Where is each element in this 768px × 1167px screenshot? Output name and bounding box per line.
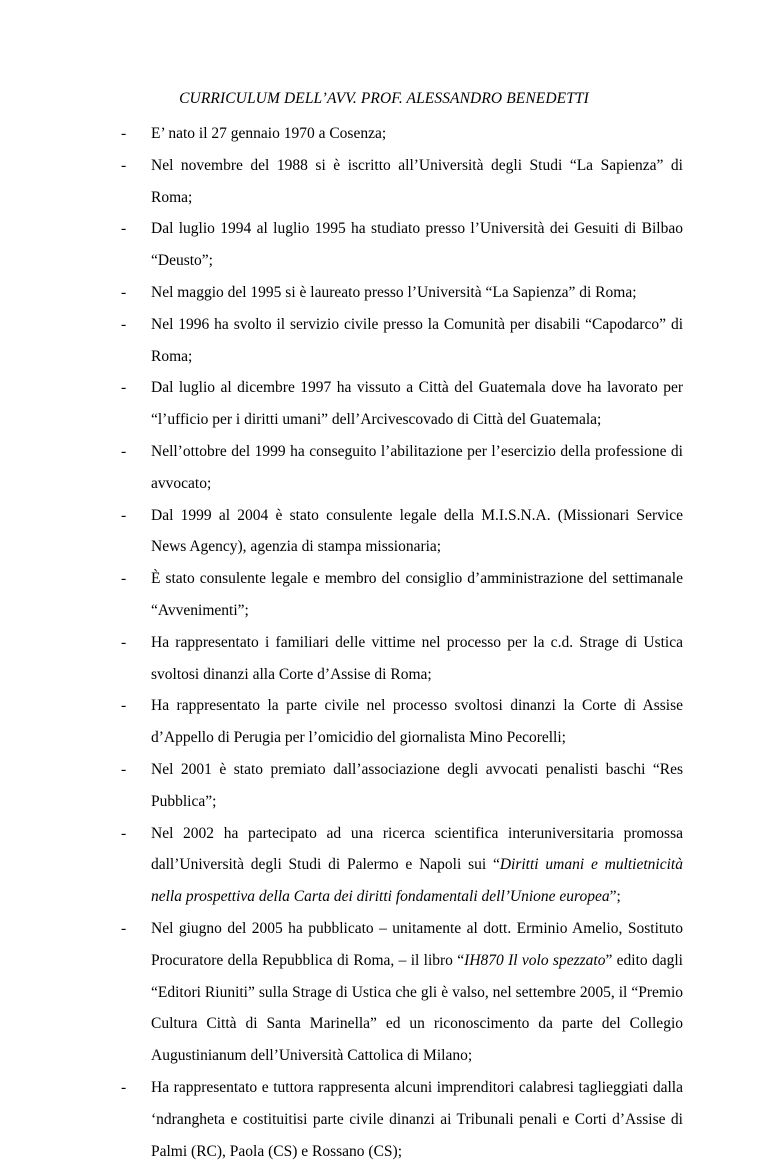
bullet-dash: - bbox=[121, 220, 127, 238]
bullet-dash: - bbox=[121, 633, 127, 651]
bullet-dash: - bbox=[121, 697, 127, 715]
list-item-text: Dal luglio al dicembre 1997 ha vissuto a Città del Guatemala dove ha lavorato per “l’ufficio per i diritti umani” dell’Arcivescovado di Città del Guatemala; bbox=[151, 379, 683, 429]
list-item bbox=[84, 913, 683, 1072]
bullet-dash: - bbox=[121, 156, 127, 174]
bullet-dash: - bbox=[121, 760, 127, 778]
page-title: CURRICULUM DELL’AVV. PROF. ALESSANDRO BENEDETTI bbox=[179, 90, 589, 107]
list-item-text: Ha rappresentato i familiari delle vittime nel processo per la c.d. Strage di Ustica svoltosi dinanzi alla Corte d’Assise di Roma; bbox=[151, 633, 683, 683]
cv-list bbox=[0, 118, 768, 1167]
text-segment: ” edito dagli “Editori Riuniti” sulla Strage di Ustica che gli è valso, nel settembre 2005, il “Premio Cultura Città di Santa Marinella” ed un riconoscimento da parte del Collegio Augustinianum dell’Università Cattolica di Milano; bbox=[151, 951, 683, 1065]
list-item-text: Nel novembre del 1988 si è iscritto all’Università degli Studi “La Sapienza” di Roma; bbox=[151, 156, 683, 206]
list-item-text: Nel maggio del 1995 si è laureato presso l’Università “La Sapienza” di Roma; bbox=[151, 283, 637, 301]
list-item-text: Nel 1996 ha svolto il servizio civile presso la Comunità per disabili “Capodarco” di Roma; bbox=[151, 315, 683, 365]
bullet-dash: - bbox=[121, 824, 127, 842]
italic-title: Diritti umani e multietnicità nella prospettiva della Carta dei diritti fondamentali dell’Unione europea bbox=[151, 856, 683, 906]
bullet-dash: - bbox=[121, 442, 127, 460]
list-item-text: E’ nato il 27 gennaio 1970 a Cosenza; bbox=[151, 125, 387, 142]
bullet-dash: - bbox=[121, 315, 127, 333]
list-item-text: Nel 2001 è stato premiato dall’associazione degli avvocati penalisti baschi “Res Pubblica”; bbox=[151, 760, 683, 810]
list-item bbox=[84, 372, 683, 436]
list-item-text: Ha rappresentato la parte civile nel processo svoltosi dinanzi la Corte di Assise d’Appello di Perugia per l’omicidio del giornalista Mino Pecorelli; bbox=[151, 697, 683, 747]
list-item bbox=[84, 1072, 683, 1167]
list-item bbox=[84, 309, 683, 373]
text-segment: ”; bbox=[609, 888, 621, 906]
bullet-dash: - bbox=[121, 125, 127, 142]
list-item-text: Nell’ottobre del 1999 ha conseguito l’abilitazione per l’esercizio della professione di avvocato; bbox=[151, 442, 683, 492]
bullet-dash: - bbox=[121, 1078, 127, 1096]
list-item-text: Dal 1999 al 2004 è stato consulente legale della M.I.S.N.A. (Missionari Service News Agency), agenzia di stampa missionaria; bbox=[151, 506, 683, 556]
list-item-text: Ha rappresentato e tuttora rappresenta alcuni imprenditori calabresi taglieggiati dalla ‘ndrangheta e costituitisi parte civile dinanzi ai Tribunali penali e Corti d’Assise di Palmi (RC), Paola (CS) e Rossano (CS); bbox=[151, 1078, 683, 1160]
list-item bbox=[84, 500, 683, 564]
list-item bbox=[84, 213, 683, 277]
italic-title: IH870 Il volo spezzato bbox=[464, 951, 606, 969]
list-item bbox=[84, 818, 683, 913]
text-segment: Nel 2002 ha partecipato ad una ricerca scientifica interuniversitaria promossa dall’Università degli Studi di Palermo e Napoli sui “ bbox=[151, 824, 683, 874]
list-item bbox=[84, 150, 683, 214]
list-item bbox=[84, 436, 683, 500]
list-item bbox=[84, 690, 683, 754]
list-item-text bbox=[151, 913, 683, 1072]
bullet-dash: - bbox=[121, 570, 127, 588]
text-segment: Nel giugno del 2005 ha pubblicato – unitamente al dott. Erminio Amelio, Sostituto Procuratore della Repubblica di Roma, – il libro “ bbox=[151, 919, 683, 969]
bullet-dash: - bbox=[121, 379, 127, 397]
list-item-text bbox=[151, 818, 683, 913]
list-item bbox=[84, 754, 683, 818]
bullet-dash: - bbox=[121, 506, 127, 524]
list-item bbox=[84, 277, 683, 309]
list-item-text: È stato consulente legale e membro del consiglio d’amministrazione del settimanale “Avvenimenti”; bbox=[151, 570, 683, 619]
list-item bbox=[84, 627, 683, 691]
list-item bbox=[84, 563, 683, 627]
list-item-text: Dal luglio 1994 al luglio 1995 ha studiato presso l’Università dei Gesuiti di Bilbao “Deusto”; bbox=[151, 220, 683, 270]
bullet-dash: - bbox=[121, 919, 127, 937]
list-item bbox=[84, 118, 683, 150]
bullet-dash: - bbox=[121, 283, 127, 301]
